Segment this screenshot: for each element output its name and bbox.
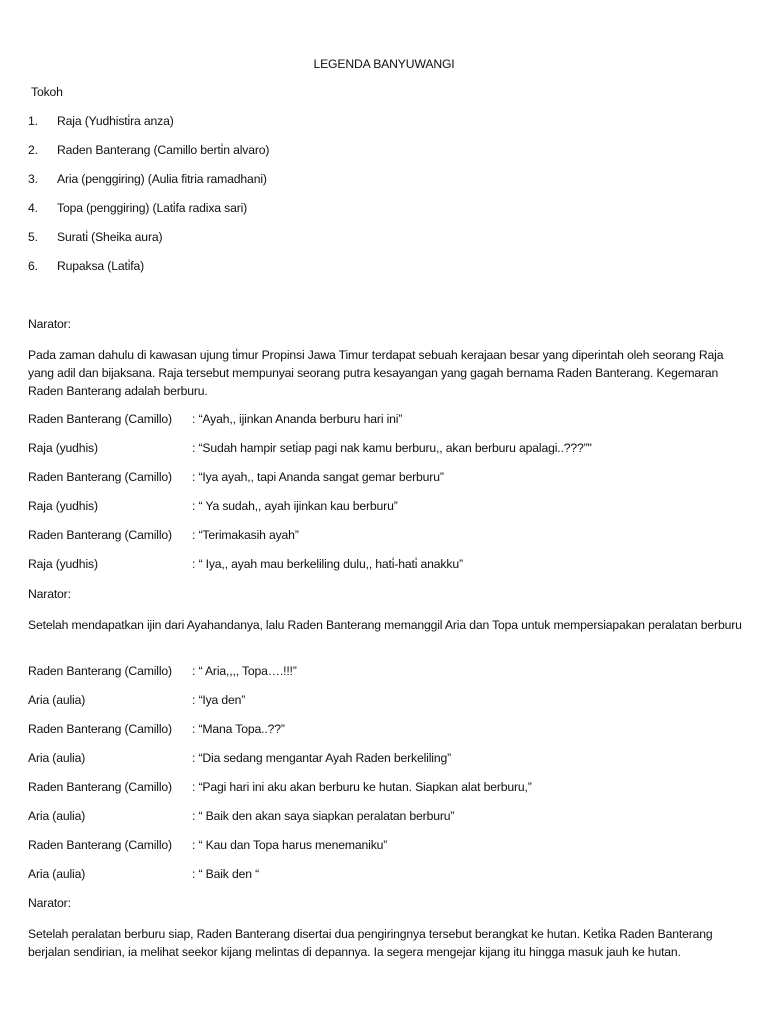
speaker-name: Raja (yudhis)	[28, 441, 98, 455]
narrator-label: Narator:	[28, 317, 71, 331]
speaker-name: Raden Banterang (Camillo)	[28, 722, 172, 736]
list-item-number: 1.	[28, 114, 38, 128]
list-item-number: 5.	[28, 230, 38, 244]
narration-paragraph: Pada zaman dahulu di kawasan ujung ti̇mur Propinsi Jawa Timur terdapat sebuah kerajaan besar yang diperintah oleh seorang Raja yang adil dan bijaksana. Raja tersebut mempunyai seorang putra kesayangan yang gagah bernama Raden Banterang. Kegemaran Raden Banterang adalah berburu.	[28, 348, 724, 398]
speaker-name: Aria (aulia)	[28, 867, 86, 881]
list-item-number: 4.	[28, 201, 38, 215]
speaker-name: Raden Banterang (Camillo)	[28, 780, 172, 794]
speaker-name: Raja (yudhis)	[28, 557, 98, 571]
speaker-name: Aria (aulia)	[28, 693, 86, 707]
speech-text: : “ Baik den “	[192, 867, 259, 881]
speech-text: : “Mana Topa..??”	[192, 722, 285, 736]
list-item-text: Raja (Yudhisti̇ra anza)	[57, 114, 174, 128]
list-item-text: Aria (penggiring) (Aulia fitria ramadhani)	[57, 172, 267, 186]
speech-text: : “ Iya,, ayah mau berkeliling dulu,, hati̇-hati̇ anakku”	[192, 557, 463, 571]
speaker-name: Raden Banterang (Camillo)	[28, 412, 172, 426]
speech-text: : “Dia sedang mengantar Ayah Raden berkeliling”	[192, 751, 451, 765]
list-item-number: 3.	[28, 172, 38, 186]
narrator-label: Narator:	[28, 896, 71, 910]
document-title: LEGENDA BANYUWANGI	[313, 57, 455, 71]
speech-text: : “ Aria,,,, Topa….!!!”	[192, 664, 297, 678]
speech-text: : “Terimakasih ayah”	[192, 528, 299, 542]
speaker-name: Raden Banterang (Camillo)	[28, 470, 172, 484]
list-item-text: Raden Banterang (Camillo berti̇n alvaro)	[57, 143, 270, 157]
narration-paragraph: Setelah mendapatkan ijin dari Ayahandanya, lalu Raden Banterang memanggil Aria dan Topa untuk mempersiapakan peralatan berburu	[28, 618, 742, 632]
speech-text: : “Ayah,, ijinkan Ananda berburu hari ini”	[192, 412, 403, 426]
speech-text: : “ Kau dan Topa harus menemaniku”	[192, 838, 388, 852]
speech-text: : “ Ya sudah,, ayah ijinkan kau berburu”	[192, 499, 398, 513]
speech-text: : “Sudah hampir seti̇ap pagi nak kamu berburu,, akan berburu apalagi..???”"	[192, 441, 592, 455]
list-item-text: Surati̇ (Sheika aura)	[57, 230, 163, 244]
narrator-label: Narator:	[28, 587, 71, 601]
narration-paragraph: Setelah peralatan berburu siap, Raden Banterang disertai dua pengiringnya tersebut berangkat ke hutan. Keti̇ka Raden Banterang berjalan sendirian, ia melihat seekor kijang melintas di depannya. Ia segera mengejar kijang itu hingga masuk jauh ke hutan.	[28, 927, 713, 959]
speaker-name: Raja (yudhis)	[28, 499, 98, 513]
list-item-number: 6.	[28, 259, 38, 273]
speech-text: : “Iya ayah,, tapi Ananda sangat gemar berburu”	[192, 470, 444, 484]
list-item-text: Rupaksa (Lati̇fa)	[57, 259, 145, 273]
speech-text: : “Iya den”	[192, 693, 246, 707]
list-item-number: 2.	[28, 143, 38, 157]
speech-text: : “ Baik den akan saya siapkan peralatan berburu”	[192, 809, 455, 823]
speaker-name: Raden Banterang (Camillo)	[28, 838, 172, 852]
speaker-name: Raden Banterang (Camillo)	[28, 664, 172, 678]
speaker-name: Aria (aulia)	[28, 809, 86, 823]
list-item-text: Topa (penggiring) (Lati̇fa radixa sari)	[57, 201, 248, 215]
tokoh-label: Tokoh	[31, 85, 63, 99]
speech-text: : “Pagi hari ini aku akan berburu ke hutan. Siapkan alat berburu,”	[192, 780, 532, 794]
speaker-name: Raden Banterang (Camillo)	[28, 528, 172, 542]
speaker-name: Aria (aulia)	[28, 751, 86, 765]
